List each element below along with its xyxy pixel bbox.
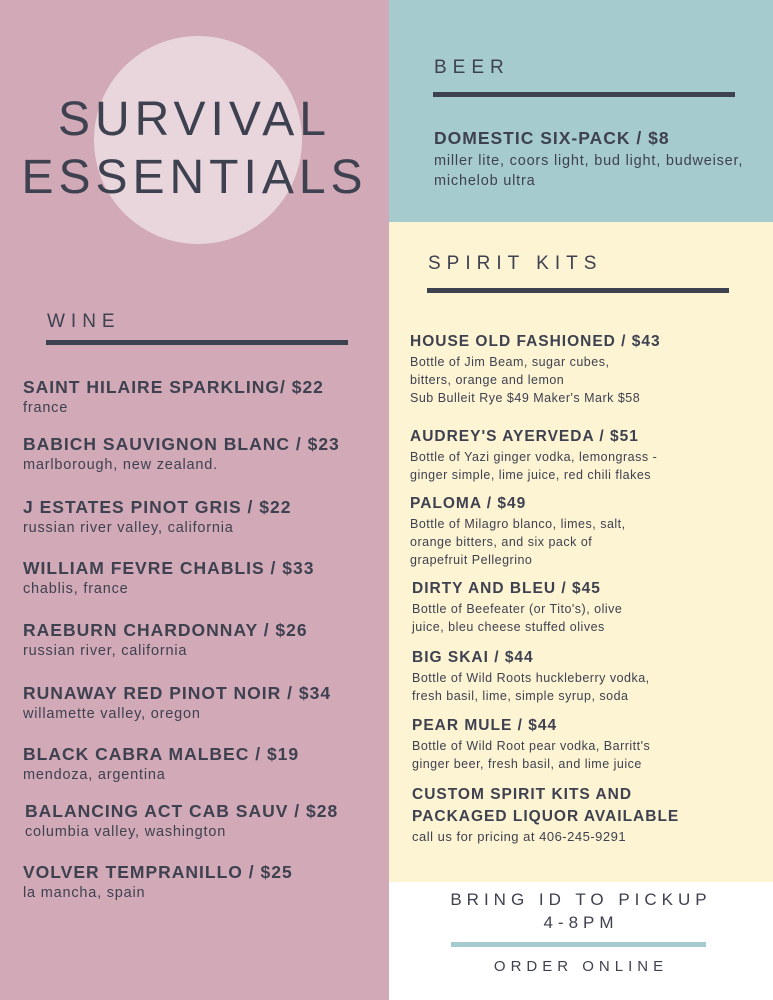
wine-origin: mendoza, argentina [23,767,166,783]
wine-item [23,497,383,536]
spirit-kit-name: PEAR MULE / $44 [412,717,558,734]
wine-item [23,862,383,901]
wine-name: WILLIAM FEVRE CHABLIS / $33 [23,558,315,578]
wine-item [23,377,383,416]
spirit-kit-name: PALOMA / $49 [410,495,527,512]
spirit-kit-item [412,715,767,773]
spirit-kit-name: HOUSE OLD FASHIONED / $43 [410,333,661,350]
spirit-kit-desc: Bottle of Wild Roots huckleberry vodka, fresh basil, lime, simple syrup, soda [412,671,650,703]
spirit-kit-desc: Bottle of Jim Beam, sugar cubes, bitters, orange and lemon Sub Bulleit Rye $49 Maker's Mark $58 [410,355,641,405]
wine-name: BABICH SAUVIGNON BLANC / $23 [23,434,340,454]
custom-kits-line-2: PACKAGED LIQUOR AVAILABLE [412,808,680,825]
wine-name: BLACK CABRA MALBEC / $19 [23,744,300,764]
wine-origin: marlborough, new zealand. [23,457,218,473]
wine-item [23,558,383,597]
wine-name: SAINT HILAIRE SPARKLING/ $22 [23,377,324,397]
wine-origin: la mancha, spain [23,885,146,901]
wine-origin: willamette valley, oregon [23,706,201,722]
beer-heading: BEER [434,57,510,78]
spirit-kit-name: AUDREY'S AYERVEDA / $51 [410,428,639,445]
wine-name: VOLVER TEMPRANILLO / $25 [23,862,293,882]
wine-origin: russian river, california [23,643,188,659]
custom-kits-phone: call us for pricing at 406-245-9291 [412,829,627,844]
spirit-kits-heading-rule [427,288,729,293]
wine-item [25,801,385,840]
beer-item-name: DOMESTIC SIX-PACK / $8 [434,128,670,148]
footer-divider [451,942,706,947]
page-title-line-2: ESSENTIALS [21,151,368,204]
spirit-kit-item [410,493,765,569]
wine-origin: russian river valley, california [23,520,234,536]
wine-name: RAEBURN CHARDONNAY / $26 [23,620,308,640]
wine-name: BALANCING ACT CAB SAUV / $28 [25,801,339,821]
spirit-kit-name: BIG SKAI / $44 [412,649,534,666]
spirit-kit-desc: Bottle of Yazi ginger vodka, lemongrass - ginger simple, lime juice, red chili flakes [410,450,658,482]
spirit-kit-desc: Bottle of Beefeater (or Tito's), olive juice, bleu cheese stuffed olives [412,602,623,634]
wine-name: J ESTATES PINOT GRIS / $22 [23,497,292,517]
wine-origin: chablis, france [23,581,129,597]
spirit-kit-name: DIRTY AND BLEU / $45 [412,580,601,597]
beer-heading-rule [433,92,735,97]
spirit-kit-item [412,647,767,705]
wine-heading-rule [46,340,348,345]
spirit-kit-desc: Bottle of Wild Root pear vodka, Barritt's ginger beer, fresh basil, and lime juice [412,739,651,771]
beer-item-desc: miller lite, coors light, bud light, budweiser, michelob ultra [434,153,744,189]
wine-origin: columbia valley, washington [25,824,227,840]
wine-name: RUNAWAY RED PINOT NOIR / $34 [23,683,332,703]
pickup-notice: BRING ID TO PICKUP [450,890,712,909]
custom-kits-line-1: CUSTOM SPIRIT KITS AND [412,786,633,803]
wine-item [23,683,383,722]
spirit-kit-item [410,331,765,407]
spirit-kit-item [412,578,767,636]
wine-heading: WINE [47,311,121,332]
page-title-line-1: SURVIVAL [58,93,331,146]
wine-origin: france [23,400,69,416]
wine-item [23,434,383,473]
pickup-hours: 4-8PM [543,913,619,932]
spirit-kits-heading: SPIRIT KITS [428,253,603,274]
spirit-kit-desc: Bottle of Milagro blanco, limes, salt, orange bitters, and six pack of grapefruit Pellegrino [410,517,626,567]
custom-spirit-kits-notice [412,784,767,846]
order-online-link[interactable]: ORDER ONLINE [493,958,669,975]
wine-item [23,744,383,783]
spirit-kit-item [410,426,765,484]
wine-item [23,620,383,659]
